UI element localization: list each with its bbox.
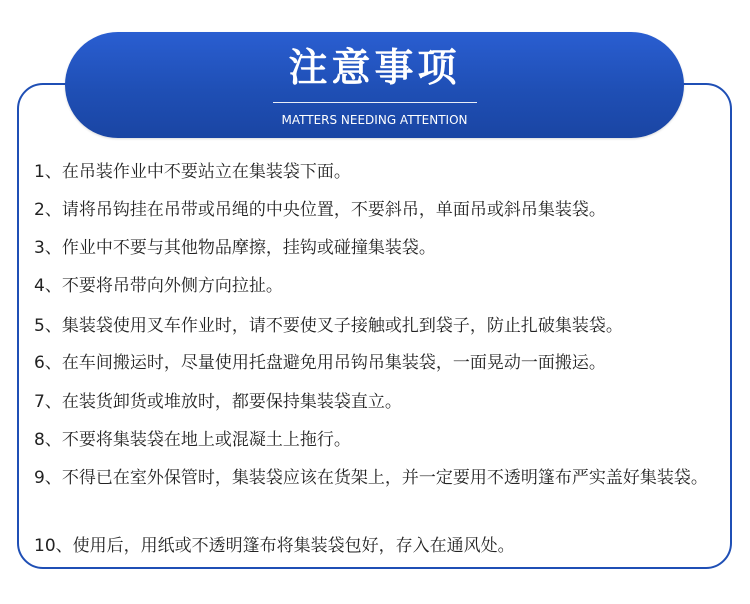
page-title: 注意事项 — [288, 46, 461, 91]
list-item: 4、不要将吊带向外侧方向拉扯。 — [34, 276, 283, 296]
page-subtitle: MATTERS NEEDING ATTENTION — [281, 113, 468, 127]
list-item: 8、不要将集装袋在地上或混凝土上拖行。 — [34, 430, 351, 450]
title-divider — [273, 102, 477, 103]
list-item: 7、在装货卸货或堆放时，都要保持集装袋直立。 — [34, 392, 402, 412]
list-item: 9、不得已在室外保管时，集装袋应该在货架上，并一定要用不透明篷布严实盖好集装袋。 — [34, 468, 708, 488]
list-item: 10、使用后，用纸或不透明篷布将集装袋包好，存入在通风处。 — [34, 536, 515, 556]
list-item: 1、在吊装作业中不要站立在集装袋下面。 — [34, 162, 351, 182]
list-item: 5、集装袋使用叉车作业时，请不要使叉子接触或扎到袋子，防止扎破集装袋。 — [34, 316, 623, 336]
title-banner — [65, 32, 684, 138]
list-item: 2、请将吊钩挂在吊带或吊绳的中央位置，不要斜吊，单面吊或斜吊集装袋。 — [34, 200, 606, 220]
list-item: 6、在车间搬运时，尽量使用托盘避免用吊钩吊集装袋，一面晃动一面搬运。 — [34, 353, 606, 373]
list-item: 3、作业中不要与其他物品摩擦，挂钩或碰撞集装袋。 — [34, 238, 436, 258]
